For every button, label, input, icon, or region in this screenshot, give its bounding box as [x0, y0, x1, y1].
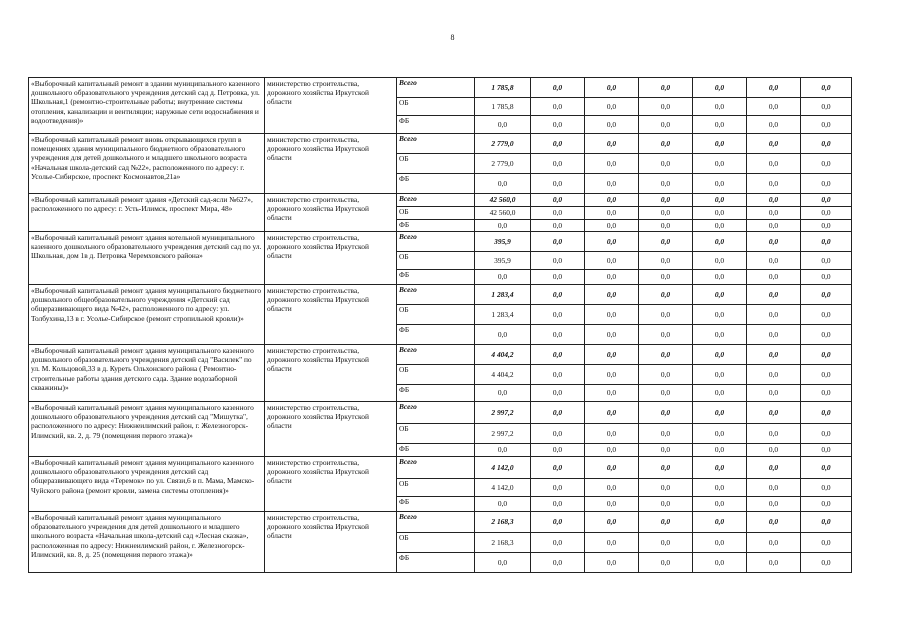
amount-year-cell: 0,0 [801, 512, 852, 533]
amount-year-cell: 0,0 [531, 345, 585, 365]
table-row [29, 78, 852, 98]
responsible-executor: министерство строительства, дорожного хозяйства Иркутской области [265, 512, 397, 573]
amount-year-cell: 0,0 [639, 345, 693, 365]
amount-year-cell: 0,0 [693, 98, 747, 116]
amount-year-cell: 0,0 [531, 365, 585, 385]
amount-year-cell: 0,0 [747, 98, 801, 116]
funding-source: ФБ [397, 444, 475, 457]
amount-year-cell: 0,0 [693, 232, 747, 252]
amount-total-cell: 0,0 [475, 385, 531, 402]
funding-source: ОБ [397, 479, 475, 497]
amount-year-cell: 0,0 [801, 252, 852, 270]
funding-source: ОБ [397, 305, 475, 325]
amount-year-cell: 0,0 [693, 497, 747, 512]
funding-source: Всего [397, 512, 475, 533]
amount-total-cell: 2 779,0 [475, 154, 531, 174]
amount-year-cell: 0,0 [801, 444, 852, 457]
amount-year-cell: 0,0 [801, 345, 852, 365]
responsible-executor: министерство строительства, дорожного хозяйства Иркутской области [265, 402, 397, 457]
amount-year-cell: 0,0 [585, 345, 639, 365]
amount-total-cell: 1 785,8 [475, 98, 531, 116]
event-description: «Выборочный капитальный ремонт здания «Детский сад-ясли №627», расположенного по адресу: г. Усть-Илимск, проспект Мира, 48» [29, 194, 265, 232]
amount-year-cell: 0,0 [531, 479, 585, 497]
amount-year-cell: 0,0 [585, 270, 639, 285]
amount-total-cell: 395,9 [475, 232, 531, 252]
amount-year-cell: 0,0 [639, 232, 693, 252]
event-description: «Выборочный капитальный ремонт вновь открывающихся групп в помещениях здания муниципального бюджетного образовательного учреждения для детей дошкольного и младшего школьного возраста «Начальная школа-детский сад №22», расположенного по адресу: г. Усолье-Сибирское, проспект Космонавтов,21а» [29, 134, 265, 194]
amount-year-cell: 0,0 [639, 134, 693, 154]
amount-year-cell: 0,0 [585, 116, 639, 134]
amount-year-cell: 0,0 [801, 270, 852, 285]
amount-year-cell: 0,0 [693, 194, 747, 207]
amount-year-cell: 0,0 [639, 98, 693, 116]
amount-year-cell: 0,0 [801, 78, 852, 98]
amount-year-cell: 0,0 [693, 252, 747, 270]
amount-year-cell: 0,0 [531, 154, 585, 174]
amount-year-cell: 0,0 [531, 385, 585, 402]
funding-source: ОБ [397, 98, 475, 116]
amount-year-cell: 0,0 [801, 457, 852, 479]
amount-year-cell: 0,0 [693, 78, 747, 98]
funding-source: ОБ [397, 207, 475, 220]
amount-total-cell: 395,9 [475, 252, 531, 270]
responsible-executor: министерство строительства, дорожного хозяйства Иркутской области [265, 134, 397, 194]
amount-total-cell: 0,0 [475, 444, 531, 457]
amount-year-cell: 0,0 [747, 134, 801, 154]
amount-total-cell: 4 142,0 [475, 457, 531, 479]
responsible-executor: министерство строительства, дорожного хозяйства Иркутской области [265, 232, 397, 285]
amount-total-cell: 2 779,0 [475, 134, 531, 154]
amount-year-cell: 0,0 [801, 116, 852, 134]
amount-year-cell: 0,0 [585, 533, 639, 553]
amount-year-cell: 0,0 [693, 305, 747, 325]
funding-source: ОБ [397, 533, 475, 553]
amount-year-cell: 0,0 [693, 325, 747, 345]
responsible-executor: министерство строительства, дорожного хозяйства Иркутской области [265, 285, 397, 345]
amount-year-cell: 0,0 [531, 194, 585, 207]
amount-year-cell: 0,0 [747, 78, 801, 98]
amount-year-cell: 0,0 [747, 252, 801, 270]
event-description: «Выборочный капитальный ремонт здания муниципального образовательного учреждения для детей дошкольного и младшего школьного возраста «Начальная школа-детский сад «Лесная сказка», расположенная по адресу: Нижнеилимский район, г. Железногорск-Илимский, кв. 8, д. 25 (помещения первого этажа)» [29, 512, 265, 573]
amount-year-cell: 0,0 [801, 154, 852, 174]
amount-year-cell: 0,0 [531, 134, 585, 154]
amount-year-cell: 0,0 [747, 365, 801, 385]
amount-year-cell: 0,0 [801, 207, 852, 220]
amount-year-cell: 0,0 [531, 174, 585, 194]
amount-year-cell: 0,0 [585, 365, 639, 385]
responsible-executor: министерство строительства, дорожного хозяйства Иркутской области [265, 194, 397, 232]
amount-year-cell: 0,0 [747, 207, 801, 220]
funding-source: ФБ [397, 174, 475, 194]
amount-year-cell: 0,0 [747, 232, 801, 252]
amount-year-cell: 0,0 [585, 444, 639, 457]
amount-year-cell: 0,0 [585, 457, 639, 479]
amount-total-cell: 1 283,4 [475, 285, 531, 305]
funding-source: ОБ [397, 252, 475, 270]
amount-year-cell: 0,0 [801, 402, 852, 424]
amount-year-cell: 0,0 [585, 424, 639, 444]
amount-year-cell: 0,0 [639, 305, 693, 325]
amount-year-cell: 0,0 [801, 305, 852, 325]
amount-year-cell: 0,0 [531, 116, 585, 134]
table-row [29, 402, 852, 424]
funding-source: Всего [397, 402, 475, 424]
amount-year-cell: 0,0 [693, 220, 747, 232]
funding-source: ОБ [397, 154, 475, 174]
funding-source: ФБ [397, 325, 475, 345]
table-row [29, 285, 852, 305]
funding-source: ФБ [397, 553, 475, 573]
funding-source: ФБ [397, 116, 475, 134]
amount-year-cell: 0,0 [693, 285, 747, 305]
funding-source: Всего [397, 194, 475, 207]
amount-total-cell: 42 560,0 [475, 194, 531, 207]
amount-year-cell: 0,0 [747, 444, 801, 457]
amount-year-cell: 0,0 [639, 444, 693, 457]
amount-year-cell: 0,0 [639, 207, 693, 220]
amount-year-cell: 0,0 [531, 232, 585, 252]
amount-year-cell: 0,0 [585, 512, 639, 533]
page-number: 8 [450, 33, 455, 42]
amount-year-cell: 0,0 [639, 78, 693, 98]
amount-year-cell: 0,0 [747, 345, 801, 365]
amount-total-cell: 4 404,2 [475, 345, 531, 365]
amount-year-cell: 0,0 [639, 270, 693, 285]
amount-year-cell: 0,0 [693, 553, 747, 573]
amount-year-cell: 0,0 [639, 385, 693, 402]
amount-year-cell: 0,0 [747, 553, 801, 573]
amount-total-cell: 2 997,2 [475, 402, 531, 424]
amount-year-cell: 0,0 [693, 402, 747, 424]
amount-year-cell: 0,0 [585, 154, 639, 174]
responsible-executor: министерство строительства, дорожного хозяйства Иркутской области [265, 345, 397, 402]
responsible-executor: министерство строительства, дорожного хозяйства Иркутской области [265, 457, 397, 512]
amount-year-cell: 0,0 [531, 424, 585, 444]
amount-year-cell: 0,0 [747, 402, 801, 424]
amount-year-cell: 0,0 [585, 252, 639, 270]
funding-source: Всего [397, 232, 475, 252]
amount-year-cell: 0,0 [747, 116, 801, 134]
table-body [29, 78, 852, 573]
amount-total-cell: 42 560,0 [475, 207, 531, 220]
amount-year-cell: 0,0 [747, 154, 801, 174]
amount-year-cell: 0,0 [801, 134, 852, 154]
amount-year-cell: 0,0 [585, 385, 639, 402]
amount-year-cell: 0,0 [801, 365, 852, 385]
amount-year-cell: 0,0 [747, 305, 801, 325]
amount-year-cell: 0,0 [639, 533, 693, 553]
amount-year-cell: 0,0 [693, 134, 747, 154]
amount-year-cell: 0,0 [531, 78, 585, 98]
amount-year-cell: 0,0 [747, 285, 801, 305]
amount-year-cell: 0,0 [747, 457, 801, 479]
amount-year-cell: 0,0 [585, 207, 639, 220]
amount-year-cell: 0,0 [531, 305, 585, 325]
event-description: «Выборочный капитальный ремонт в здании муниципального казенного дошкольного образовательного учреждения детский сад д. Петровка, ул. Школьная,1 (ремонтно-строительные работы; внутренние системы отопления, канализации и вентиляции; наружные сети водоснабжения и водоотведения)» [29, 78, 265, 134]
amount-year-cell: 0,0 [531, 325, 585, 345]
funding-source: Всего [397, 78, 475, 98]
amount-year-cell: 0,0 [639, 154, 693, 174]
amount-year-cell: 0,0 [531, 533, 585, 553]
amount-total-cell: 0,0 [475, 553, 531, 573]
amount-year-cell: 0,0 [531, 402, 585, 424]
amount-year-cell: 0,0 [801, 533, 852, 553]
amount-year-cell: 0,0 [693, 207, 747, 220]
amount-year-cell: 0,0 [693, 533, 747, 553]
amount-year-cell: 0,0 [639, 116, 693, 134]
amount-total-cell: 4 404,2 [475, 365, 531, 385]
amount-year-cell: 0,0 [531, 207, 585, 220]
event-description: «Выборочный капитальный ремонт здания муниципального казенного дошкольного образовательного учреждения детский сад общеразвивающего вида «Теремок» по ул. Связи,6 в п. Мама, Мамско-Чуйского района (ремонт кровли, замена системы отопления)» [29, 457, 265, 512]
event-description: «Выборочный капитальный ремонт здания котельной муниципального казенного дошкольного образовательного учреждения детский сад по ул. Школьная, дом 1в д. Петровка Черемховского района» [29, 232, 265, 285]
amount-total-cell: 0,0 [475, 270, 531, 285]
amount-total-cell: 2 997,2 [475, 424, 531, 444]
amount-year-cell: 0,0 [693, 365, 747, 385]
amount-year-cell: 0,0 [585, 174, 639, 194]
table-row [29, 194, 852, 207]
amount-total-cell: 0,0 [475, 174, 531, 194]
amount-year-cell: 0,0 [801, 497, 852, 512]
funding-source: Всего [397, 285, 475, 305]
amount-year-cell: 0,0 [585, 402, 639, 424]
amount-year-cell: 0,0 [801, 220, 852, 232]
amount-total-cell: 2 168,3 [475, 533, 531, 553]
amount-year-cell: 0,0 [531, 497, 585, 512]
amount-total-cell: 4 142,0 [475, 479, 531, 497]
amount-year-cell: 0,0 [801, 285, 852, 305]
amount-year-cell: 0,0 [639, 325, 693, 345]
amount-year-cell: 0,0 [531, 512, 585, 533]
amount-year-cell: 0,0 [639, 497, 693, 512]
amount-year-cell: 0,0 [531, 270, 585, 285]
funding-source: Всего [397, 457, 475, 479]
table-row [29, 134, 852, 154]
funding-source: ФБ [397, 270, 475, 285]
amount-year-cell: 0,0 [801, 194, 852, 207]
amount-year-cell: 0,0 [747, 174, 801, 194]
amount-year-cell: 0,0 [531, 553, 585, 573]
funding-source: ФБ [397, 497, 475, 512]
amount-year-cell: 0,0 [639, 402, 693, 424]
amount-total-cell: 0,0 [475, 325, 531, 345]
amount-year-cell: 0,0 [585, 98, 639, 116]
amount-year-cell: 0,0 [801, 479, 852, 497]
amount-year-cell: 0,0 [531, 457, 585, 479]
amount-year-cell: 0,0 [693, 444, 747, 457]
amount-year-cell: 0,0 [747, 270, 801, 285]
amount-year-cell: 0,0 [693, 345, 747, 365]
event-description: «Выборочный капитальный ремонт здания муниципального казенного дошкольного образовательного учреждения детский сад "Мишутка", расположенного по адресу: Нижнеилимский район, г. Железногорск-Илимский, кв. 2, д. 79 (помещения первого этажа)» [29, 402, 265, 457]
amount-year-cell: 0,0 [639, 365, 693, 385]
amount-year-cell: 0,0 [747, 424, 801, 444]
amount-year-cell: 0,0 [747, 194, 801, 207]
amount-year-cell: 0,0 [531, 444, 585, 457]
amount-year-cell: 0,0 [639, 252, 693, 270]
event-description: «Выборочный капитальный ремонт здания муниципального казенного дошкольного образовательного учреждения детский сад "Василек" по ул. М. Кольцовой,33 в д. Куреть Ольхонского района ( Ремонтно-строительные работы здания детского сада. Здание водозаборной скважины)» [29, 345, 265, 402]
amount-year-cell: 0,0 [693, 385, 747, 402]
amount-year-cell: 0,0 [639, 194, 693, 207]
amount-year-cell: 0,0 [531, 285, 585, 305]
amount-year-cell: 0,0 [585, 553, 639, 573]
amount-year-cell: 0,0 [693, 174, 747, 194]
amount-year-cell: 0,0 [585, 305, 639, 325]
funding-source: Всего [397, 345, 475, 365]
amount-year-cell: 0,0 [585, 220, 639, 232]
amount-year-cell: 0,0 [531, 220, 585, 232]
amount-total-cell: 2 168,3 [475, 512, 531, 533]
amount-year-cell: 0,0 [693, 424, 747, 444]
amount-total-cell: 0,0 [475, 220, 531, 232]
table-row [29, 345, 852, 365]
amount-year-cell: 0,0 [801, 325, 852, 345]
amount-year-cell: 0,0 [585, 497, 639, 512]
amount-year-cell: 0,0 [585, 194, 639, 207]
funding-source: Всего [397, 134, 475, 154]
responsible-executor: министерство строительства, дорожного хозяйства Иркутской области [265, 78, 397, 134]
amount-year-cell: 0,0 [801, 553, 852, 573]
amount-year-cell: 0,0 [693, 479, 747, 497]
amount-year-cell: 0,0 [747, 325, 801, 345]
amount-year-cell: 0,0 [747, 533, 801, 553]
amount-year-cell: 0,0 [747, 497, 801, 512]
amount-year-cell: 0,0 [585, 285, 639, 305]
amount-year-cell: 0,0 [639, 512, 693, 533]
program-table [28, 77, 852, 573]
funding-source: ФБ [397, 220, 475, 232]
amount-year-cell: 0,0 [693, 457, 747, 479]
funding-source: ФБ [397, 385, 475, 402]
amount-year-cell: 0,0 [639, 553, 693, 573]
amount-year-cell: 0,0 [585, 325, 639, 345]
amount-year-cell: 0,0 [639, 174, 693, 194]
amount-year-cell: 0,0 [747, 220, 801, 232]
amount-year-cell: 0,0 [693, 512, 747, 533]
amount-year-cell: 0,0 [639, 285, 693, 305]
funding-source: ОБ [397, 365, 475, 385]
amount-year-cell: 0,0 [585, 134, 639, 154]
amount-year-cell: 0,0 [585, 232, 639, 252]
amount-year-cell: 0,0 [801, 98, 852, 116]
table-row [29, 457, 852, 479]
amount-year-cell: 0,0 [747, 479, 801, 497]
amount-year-cell: 0,0 [693, 116, 747, 134]
amount-year-cell: 0,0 [693, 154, 747, 174]
table-row [29, 512, 852, 533]
amount-year-cell: 0,0 [801, 385, 852, 402]
amount-total-cell: 1 785,8 [475, 78, 531, 98]
amount-year-cell: 0,0 [639, 424, 693, 444]
amount-year-cell: 0,0 [639, 220, 693, 232]
amount-year-cell: 0,0 [531, 98, 585, 116]
amount-total-cell: 1 283,4 [475, 305, 531, 325]
amount-total-cell: 0,0 [475, 116, 531, 134]
amount-year-cell: 0,0 [747, 385, 801, 402]
amount-total-cell: 0,0 [475, 497, 531, 512]
amount-year-cell: 0,0 [585, 479, 639, 497]
amount-year-cell: 0,0 [693, 270, 747, 285]
amount-year-cell: 0,0 [639, 479, 693, 497]
amount-year-cell: 0,0 [801, 232, 852, 252]
funding-source: ОБ [397, 424, 475, 444]
amount-year-cell: 0,0 [585, 78, 639, 98]
table-row [29, 232, 852, 252]
amount-year-cell: 0,0 [747, 512, 801, 533]
amount-year-cell: 0,0 [801, 174, 852, 194]
amount-year-cell: 0,0 [531, 252, 585, 270]
amount-year-cell: 0,0 [801, 424, 852, 444]
amount-year-cell: 0,0 [639, 457, 693, 479]
event-description: «Выборочный капитальный ремонт здания муниципального бюджетного дошкольного общеобразовательного учреждения «Детский сад общеразвивающего вида №42», расположенного по адресу: ул. Толбухина,13 в г. Усолье-Сибирское (ремонт стропильной кровли)» [29, 285, 265, 345]
